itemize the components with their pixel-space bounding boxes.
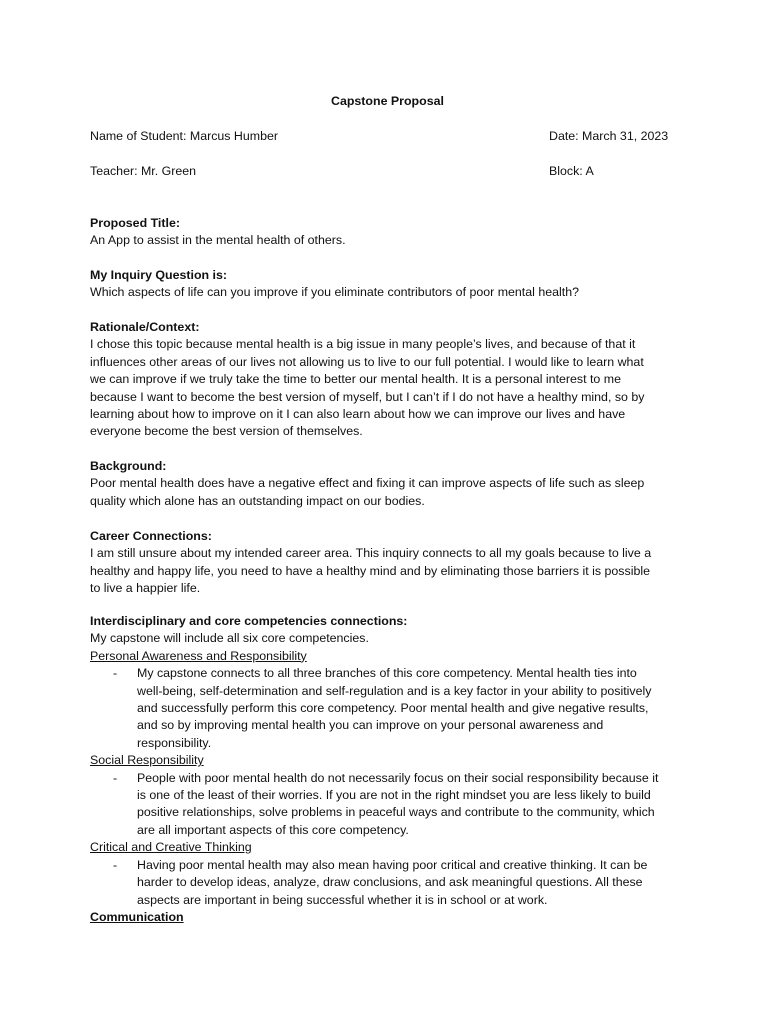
rationale-heading: Rationale/Context: [90, 320, 200, 334]
inquiry-section [90, 267, 680, 302]
proposed-title-section [90, 215, 680, 250]
competency-title: Critical and Creative Thinking [90, 840, 252, 855]
competency-bullet [90, 770, 680, 840]
interdisciplinary-section [90, 613, 680, 926]
bullet-line: is one of the least of their worries. If you are not in the right mindset you are less likely to build [137, 788, 651, 803]
bullet-line: People with poor mental health do not necessarily focus on their social responsibility because it [137, 770, 659, 785]
bullet-line: My capstone connects to all three branches of this core competency. Mental health ties into [137, 666, 637, 681]
competency-title: Personal Awareness and Responsibility [90, 648, 307, 663]
document-title: Capstone Proposal [331, 94, 444, 108]
career-line: healthy and happy life, you need to have a healthy mind and by eliminating those barriers it is possible [90, 563, 650, 578]
student-name: Name of Student: Marcus Humber [90, 129, 279, 143]
career-line: I am still unsure about my intended career area. This inquiry connects to all my goals because to live a [90, 546, 652, 561]
rationale-line: I chose this topic because mental health is a big issue in many people’s lives, and because of that it [90, 337, 636, 352]
block-label: Block: A [549, 164, 594, 178]
inquiry-heading: My Inquiry Question is: [90, 268, 227, 282]
bullet-line: harder to develop ideas, analyze, draw conclusions, and ask meaningful questions. All these [137, 875, 643, 890]
bullet-line: and so by improving mental health you can improve on your personal awareness and [137, 718, 604, 733]
rationale-line: everyone become the best version of themselves. [90, 424, 363, 439]
bullet-dash: - [113, 857, 118, 872]
rationale-line: learning about how to improve on it I can also learn about how we can improve our lives and have [90, 407, 626, 422]
document-date: Date: March 31, 2023 [549, 129, 669, 143]
bullet-line: and successfully perform this core competency. Poor mental health and give negative results, [137, 701, 649, 716]
competency-title: Social Responsibility [90, 753, 204, 768]
interdisciplinary-intro: My capstone will include all six core competencies. [90, 631, 369, 646]
background-line: Poor mental health does have a negative effect and fixing it can improve aspects of life such as sleep [90, 476, 645, 491]
background-line: quality which alone has an outstanding impact on our bodies. [90, 493, 425, 508]
bullet-dash: - [113, 666, 118, 681]
career-line: to live a happier life. [90, 581, 201, 596]
proposed-title-heading: Proposed Title: [90, 216, 180, 230]
rationale-line: because I want to become the best version of myself, but I can’t if I do not have a healthy mind, so by [90, 389, 645, 404]
teacher-name: Teacher: Mr. Green [90, 164, 197, 178]
career-heading: Career Connections: [90, 529, 212, 543]
inquiry-text: Which aspects of life can you improve if you eliminate contributors of poor mental health? [90, 285, 579, 300]
rationale-line: we can improve if we truly take the time to better our mental health. It is a personal interest to me [90, 372, 621, 387]
rationale-section [90, 319, 680, 441]
competency-bullet [90, 857, 680, 909]
background-heading: Background: [90, 459, 167, 473]
bullet-line: Having poor mental health may also mean having poor critical and creative thinking. It can be [137, 857, 648, 872]
bullet-line: positive relationships, solve problems in peaceful ways and contribute to the community, which [137, 805, 655, 820]
bullet-line: are all important aspects of this core competency. [137, 822, 409, 837]
interdisciplinary-heading: Interdisciplinary and core competencies connections: [90, 614, 408, 628]
communication-heading: Communication [90, 909, 184, 924]
background-section [90, 458, 680, 510]
bullet-line: well-being, self-determination and self-regulation and is a key factor in your ability to positively [137, 683, 652, 698]
bullet-line: aspects are important in being successful whether it is in school or at work. [137, 892, 548, 907]
bullet-line: responsibility. [137, 735, 212, 750]
rationale-line: influences other areas of our lives not allowing us to live to our full potential. I would like to learn what [90, 354, 644, 369]
bullet-dash: - [113, 770, 118, 785]
proposed-title-text: An App to assist in the mental health of others. [90, 233, 346, 248]
career-section [90, 528, 680, 598]
competency-bullet [90, 665, 680, 752]
